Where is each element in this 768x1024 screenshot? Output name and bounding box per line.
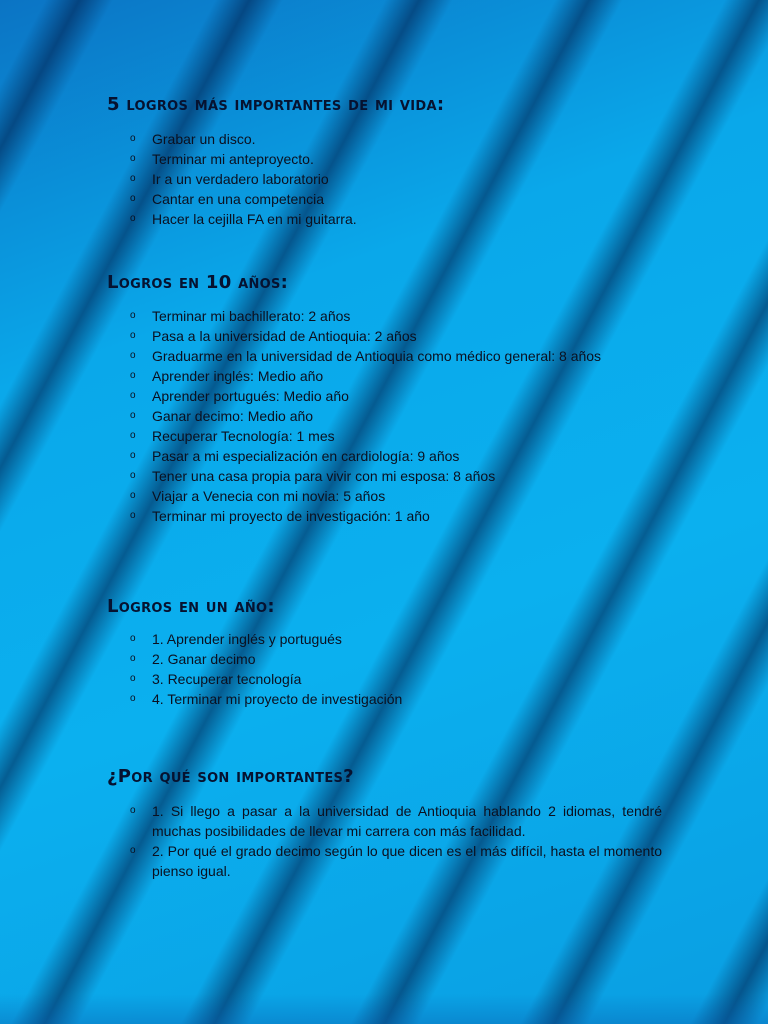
section-heading-one-year: Logros en un año: <box>107 596 275 617</box>
list-item: o Ganar decimo: Medio año <box>130 406 662 426</box>
list-item: o Ir a un verdadero laboratorio <box>130 169 662 189</box>
list-item: o 4. Terminar mi proyecto de investigación <box>130 689 662 709</box>
list-item: o Aprender inglés: Medio año <box>130 366 662 386</box>
section-heading-why-important: ¿Por qué son importantes? <box>107 766 354 787</box>
list-item: o 1. Aprender inglés y portugués <box>130 629 662 649</box>
list-item: o Terminar mi anteproyecto. <box>130 149 662 169</box>
section-heading-top-achievements: 5 logros más importantes de mi vida: <box>107 94 445 115</box>
section-heading-ten-years: Logros en 10 años: <box>107 272 289 293</box>
list-one-year <box>130 629 662 709</box>
list-item: o 2. Por qué el grado decimo según lo que dicen es el más difícil, hasta el momento pienso igual. <box>130 841 662 881</box>
list-item: o Terminar mi proyecto de investigación: 1 año <box>130 506 662 526</box>
list-item: o Terminar mi bachillerato: 2 años <box>130 306 662 326</box>
list-item: o 2. Ganar decimo <box>130 649 662 669</box>
list-ten-years <box>130 306 662 526</box>
list-item: o Pasa a la universidad de Antioquia: 2 años <box>130 326 662 346</box>
list-item: o Pasar a mi especialización en cardiología: 9 años <box>130 446 662 466</box>
list-item: o Recuperar Tecnología: 1 mes <box>130 426 662 446</box>
list-item: o Graduarme en la universidad de Antioquia como médico general: 8 años <box>130 346 662 366</box>
list-item: o Viajar a Venecia con mi novia: 5 años <box>130 486 662 506</box>
list-why-important <box>130 801 662 881</box>
list-top-achievements <box>130 129 662 229</box>
list-item: o 1. Si llego a pasar a la universidad de Antioquia hablando 2 idiomas, tendré muchas posibilidades de llevar mi carrera con más facilidad. <box>130 801 662 841</box>
list-item: o 3. Recuperar tecnología <box>130 669 662 689</box>
list-item: o Tener una casa propia para vivir con mi esposa: 8 años <box>130 466 662 486</box>
list-item: o Cantar en una competencia <box>130 189 662 209</box>
list-item: o Hacer la cejilla FA en mi guitarra. <box>130 209 662 229</box>
bottom-decoration <box>0 994 768 1024</box>
list-item: o Grabar un disco. <box>130 129 662 149</box>
list-item: o Aprender portugués: Medio año <box>130 386 662 406</box>
